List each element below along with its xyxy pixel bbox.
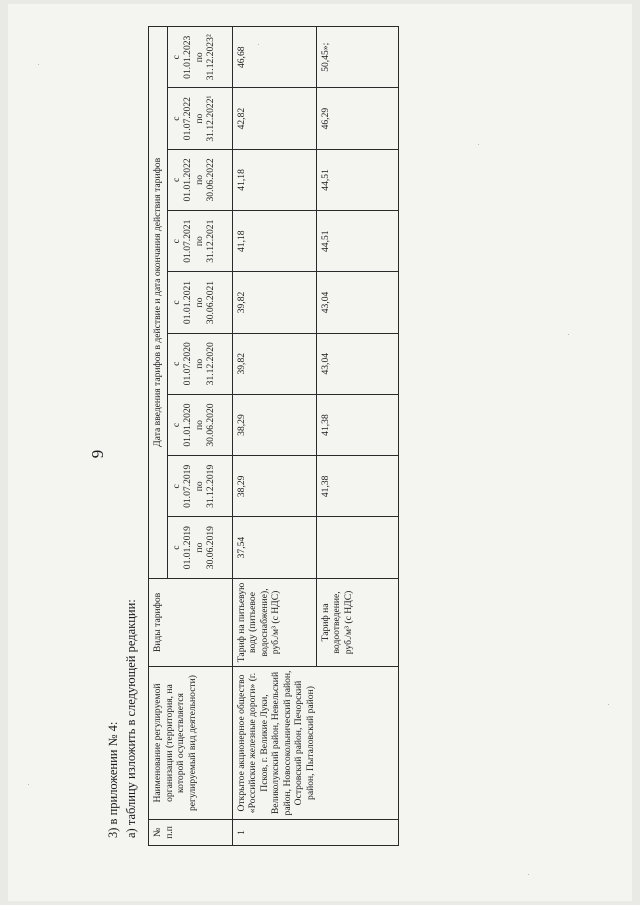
period-header-2 [167,456,232,517]
period-from: с [170,361,182,366]
tariff-value-cell: 41,18 [232,211,316,272]
period-from: с [170,116,182,121]
period-from: с [170,484,182,489]
period-d2: 31.12.2023² [205,34,216,81]
tariff-value-cell: 43,04 [316,333,398,394]
period-to: по [193,174,205,185]
period-d1: 01.01.2019 [182,526,193,570]
tariff-value-cell: 50,45»; [316,27,398,88]
period-to: по [193,542,205,553]
tariff-value-cell: 44,51 [316,149,398,210]
period-d1: 01.07.2019 [182,464,193,508]
period-from: с [170,422,182,428]
tariff-value-cell: 37,54 [232,517,316,578]
header-dates: Дата введения тарифов в действие и дата окончания действия тарифов [149,27,168,579]
tariff-value-cell: 46,29 [316,88,398,149]
tariff-value-cell: 41,38 [316,456,398,517]
period-d2: 30.06.2022 [205,158,216,202]
period-from: с [170,55,182,60]
header-row [149,27,168,846]
period-to: по [193,113,205,124]
rotated-content [106,16,466,846]
period-header-5 [167,272,232,333]
intro-line-1: 3) в приложении № 4: [106,721,120,838]
period-d2: 31.12.2022¹ [205,95,216,142]
period-to: по [193,358,205,369]
tariff-value-cell: 39,82 [232,272,316,333]
period-to: по [193,52,205,63]
page-number: 9 [88,449,107,459]
header-tariff-kind: Виды тарифов [149,578,233,666]
intro-line-2: а) таблицу изложить в следующей редакции: [124,599,138,838]
period-d1: 01.01.2020 [182,403,193,447]
tariff-value-cell: 39,82 [232,333,316,394]
period-to: по [193,297,205,308]
tariff-value-cell: 41,18 [232,149,316,210]
row-number: 1 [232,819,398,845]
period-d2: 30.06.2020 [205,403,216,447]
period-d2: 31.12.2021 [205,219,216,263]
tariff-value-cell: 46,68 [232,27,316,88]
period-from: с [170,239,182,244]
period-header-9 [167,27,232,88]
period-header-3 [167,394,232,455]
period-from: с [170,177,182,183]
tariff-value-cell [316,517,398,578]
document-page [8,4,632,901]
period-d1: 01.01.2021 [182,280,193,325]
period-header-4 [167,333,232,394]
tariff-value-cell: 42,82 [232,88,316,149]
period-d1: 01.07.2022 [182,97,193,141]
period-d1: 01.01.2023 [182,35,193,79]
period-to: по [193,481,205,492]
period-header-6 [167,211,232,272]
period-d1: 01.07.2021 [182,219,193,263]
tariff-value-cell: 41,38 [316,394,398,455]
tariff-value-cell: 44,51 [316,211,398,272]
tariff-table [148,26,399,846]
period-d1: 01.01.2022 [182,158,193,202]
period-from: с [170,545,182,550]
period-d2: 30.06.2019 [205,526,216,570]
header-organization: Наименование регулируемой организации (территория, на которой осуществляется регулируемый вид деятельности) [149,667,233,820]
tariff-value-cell: 38,29 [232,456,316,517]
period-header-7 [167,149,232,210]
header-no: № п.п [149,819,233,845]
tariff-kind-cell: Тариф на питьевую воду (питьевое водоснабжение), руб./м³ (с НДС) [232,578,316,666]
tariff-kind-cell: Тариф на водоотведение, руб./м³ (с НДС) [316,578,398,666]
organization-cell: Открытое акционерное общество «Российские железные дороги» (г. Псков, г. Великие Луки, Великолукский район, Невельский район, Новосокольнический район, Островский район, Печорский район, Пыталовский район) [232,667,398,820]
table-row [232,27,316,846]
tariff-value-cell: 43,04 [316,272,398,333]
period-d2: 31.12.2019 [205,464,216,508]
period-to: по [193,420,205,430]
period-d2: 31.12.2020 [205,342,216,386]
tariff-value-cell: 38,29 [232,394,316,455]
period-from: с [170,300,182,305]
period-to: по [193,236,205,247]
period-header-1 [167,517,232,578]
period-d2: 30.06.2021 [205,280,216,325]
period-header-8 [167,88,232,149]
period-d1: 01.07.2020 [182,342,193,386]
